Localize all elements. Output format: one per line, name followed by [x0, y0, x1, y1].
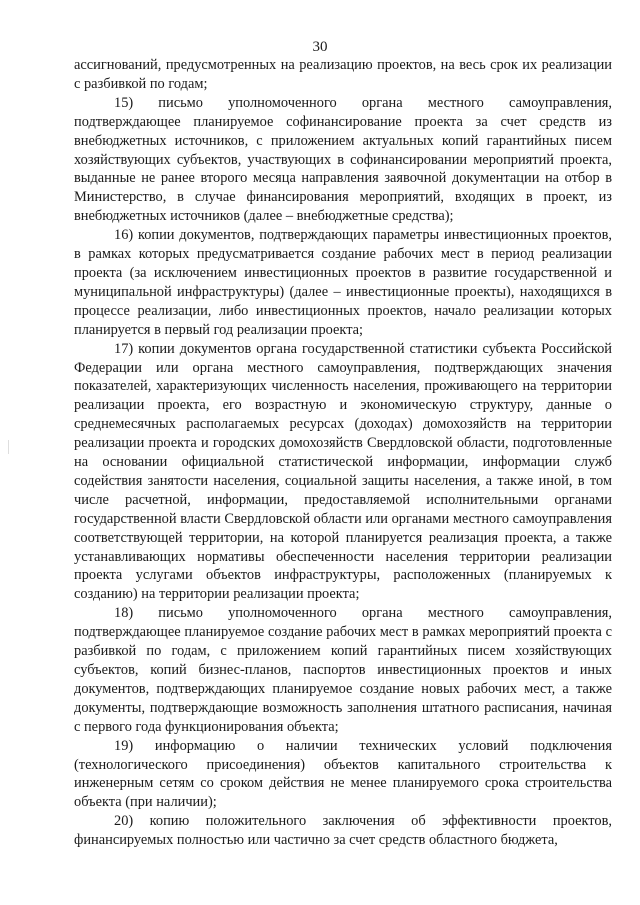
- paragraph-continuation: ассигнований, предусмотренных на реализацию проектов, на весь срок их реализации с разбивкой по годам;: [74, 57, 612, 92]
- document-body: [74, 56, 612, 850]
- paragraph-item-20: 20) копию положительного заключения об эффективности проектов, финансируемых полностью или частично за счет средств областного бюджета,: [74, 813, 612, 849]
- paragraph-item-15: 15) письмо уполномоченного органа местного самоуправления, подтверждающее планируемое софинансирование проекта за счет средств из внебюджетных источников, с приложением актуальных копий гарантийных писем хозяйствующих субъектов, участвующих в софинансировании мероприятий проекта, выданные не ранее второго месяца направления заявочной документации на отбор в Министерство, в случае финансирования мероприятий, входящих в проект, из внебюджетных источников (далее – внебюджетные средства);: [74, 94, 612, 225]
- page-number: 30: [312, 39, 328, 55]
- paragraph-item-17: 17) копии документов органа государственной статистики субъекта Российской Федерации или органа местного самоуправления, подтверждающих значения показателей, характеризующих численность населения, проживающего на территории реализации проекта, его возрастную и экономическую структуру, данные о среднемесячных располагаемых ресурсах (доходах) домохозяйств на территории реализации проекта и городских домохозяйств Свердловской области, подготовленные на основании официальной статистической информации, информации служб содействия занятости населения, социальной защиты населения, а также иной, в том числе расчетной, информации, предоставляемой исполнительными органами государственной власти Свердловской области или органами местного самоуправления соответствующей территории, на которой планируется реализация проекта, а также устанавливающих нормативы обеспеченности населения территории реализации проекта услугами объектов инфраструктуры, расположенных (планируемых к созданию) на территории реализации проекта;: [74, 340, 612, 603]
- paragraph-item-16: 16) копии документов, подтверждающих параметры инвестиционных проектов, в рамках которых предусматривается создание рабочих мест в период реализации проекта (за исключением инвестиционных проектов в развитие государственной и муниципальной инфраструктуры) (далее – инвестиционные проекты), находящихся в процессе реализации, либо инвестиционных проектов, начало реализации которых планируется в первый год реализации проекта;: [74, 227, 612, 338]
- paragraph-item-18: 18) письмо уполномоченного органа местного самоуправления, подтверждающее планируемое создание рабочих мест в рамках мероприятий проекта с разбивкой по годам, с приложением копий гарантийных писем хозяйствующих субъектов, копий бизнес-планов, паспортов инвестиционных проектов и иных документов, подтверждающих планируемое создание новых рабочих мест, а также документы, подтверждающие возможность заполнения штатного расписания, начиная с первого года функционирования объекта;: [74, 605, 612, 735]
- paragraph-item-19: 19) информацию о наличии технических условий подключения (технологического присоединения) объектов капитального строительства к инженерным сетям со сроком действия не менее планируемого срока строительства объекта (при наличии);: [74, 737, 612, 811]
- scan-margin-mark: [8, 440, 11, 454]
